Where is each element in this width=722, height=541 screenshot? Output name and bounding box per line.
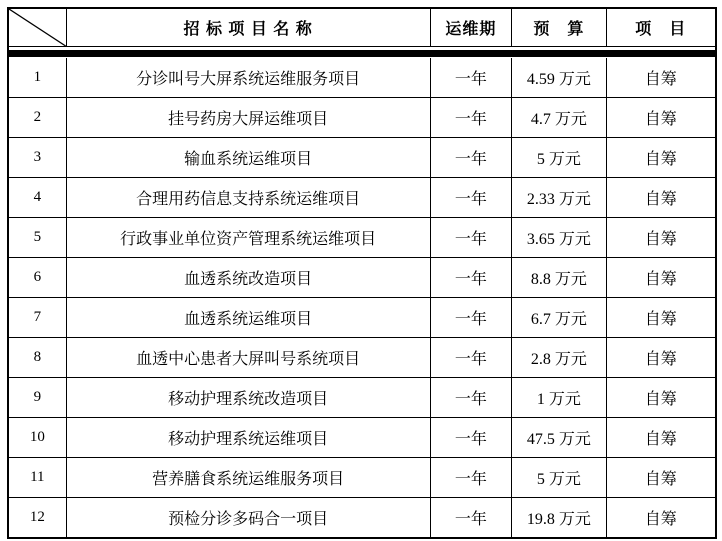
project-name-cell: 血透系统运维项目 [67,298,431,337]
project-name-cell: 行政事业单位资产管理系统运维项目 [67,218,431,257]
table-row [9,418,715,458]
funding-cell: 自筹 [644,431,677,448]
budget-cell: 4.59 万元 [512,58,606,97]
table-header-row [9,9,715,47]
maintenance-period-cell: 一年 [431,178,513,217]
project-name-cell: 挂号药房大屏运维项目 [67,98,431,137]
budget-cell: 4.7 万元 [512,98,606,137]
project-name-cell: 移动护理系统运维项目 [67,418,431,457]
project-name-cell: 血透系统改造项目 [67,258,431,297]
project-name-cell: 营养膳食系统运维服务项目 [67,458,431,497]
funding-cell: 自筹 [644,111,677,128]
table-row [9,138,715,178]
table-row [9,178,715,218]
funding-cell: 自筹 [644,351,677,368]
maintenance-period-cell: 一年 [431,138,513,177]
row-number: 2 [9,98,67,137]
table-body [9,58,715,537]
budget-cell: 47.5 万元 [512,418,606,457]
funding-cell: 自筹 [644,71,677,88]
project-name-cell: 血透中心患者大屏叫号系统项目 [67,338,431,377]
budget-cell: 19.8 万元 [512,498,606,537]
funding-cell: 自筹 [644,311,677,328]
project-name-cell: 分诊叫号大屏系统运维服务项目 [67,58,431,97]
diagonal-line [9,9,66,46]
table-row [9,58,715,98]
header-budget: 预 算 [512,9,606,46]
maintenance-period-cell: 一年 [431,498,513,537]
budget-cell: 5 万元 [512,458,606,497]
table-row [9,98,715,138]
row-number: 7 [9,298,67,337]
budget-cell: 8.8 万元 [512,258,606,297]
header-project-name: 招 标 项 目 名 称 [67,9,431,46]
maintenance-period-cell: 一年 [431,418,513,457]
funding-cell: 自筹 [644,271,677,288]
project-name-cell: 输血系统运维项目 [67,138,431,177]
row-number: 10 [9,418,67,457]
budget-cell: 1 万元 [512,378,606,417]
budget-cell: 3.65 万元 [512,218,606,257]
maintenance-period-cell: 一年 [431,338,513,377]
maintenance-period-cell: 一年 [431,298,513,337]
maintenance-period-cell: 一年 [431,378,513,417]
funding-cell: 自筹 [644,231,677,248]
table-row [9,218,715,258]
corner-header-cell [9,9,67,46]
funding-cell: 自筹 [644,471,677,488]
table-row [9,338,715,378]
header-maintenance-period: 运维期 [431,9,513,46]
header-funding: 项 目 [635,21,687,38]
funding-cell: 自筹 [644,191,677,208]
row-number: 8 [9,338,67,377]
row-number: 11 [9,458,67,497]
row-number: 9 [9,378,67,417]
budget-cell: 5 万元 [512,138,606,177]
project-name-cell: 预检分诊多码合一项目 [67,498,431,537]
maintenance-period-cell: 一年 [431,98,513,137]
row-number: 1 [9,58,67,97]
row-number: 3 [9,138,67,177]
maintenance-period-cell: 一年 [431,458,513,497]
funding-cell: 自筹 [644,151,677,168]
project-name-cell: 移动护理系统改造项目 [67,378,431,417]
table-row [9,378,715,418]
funding-cell: 自筹 [644,511,677,528]
row-number: 5 [9,218,67,257]
maintenance-period-cell: 一年 [431,258,513,297]
row-number: 12 [9,498,67,537]
row-number: 6 [9,258,67,297]
header-separator-thick-line [9,47,715,58]
table-row [9,298,715,338]
bid-projects-table [7,7,717,539]
budget-cell: 2.8 万元 [512,338,606,377]
table-row [9,498,715,537]
funding-cell: 自筹 [644,391,677,408]
budget-cell: 2.33 万元 [512,178,606,217]
project-name-cell: 合理用药信息支持系统运维项目 [67,178,431,217]
row-number: 4 [9,178,67,217]
maintenance-period-cell: 一年 [431,218,513,257]
table-row [9,258,715,298]
maintenance-period-cell: 一年 [431,58,513,97]
table-row [9,458,715,498]
budget-cell: 6.7 万元 [512,298,606,337]
